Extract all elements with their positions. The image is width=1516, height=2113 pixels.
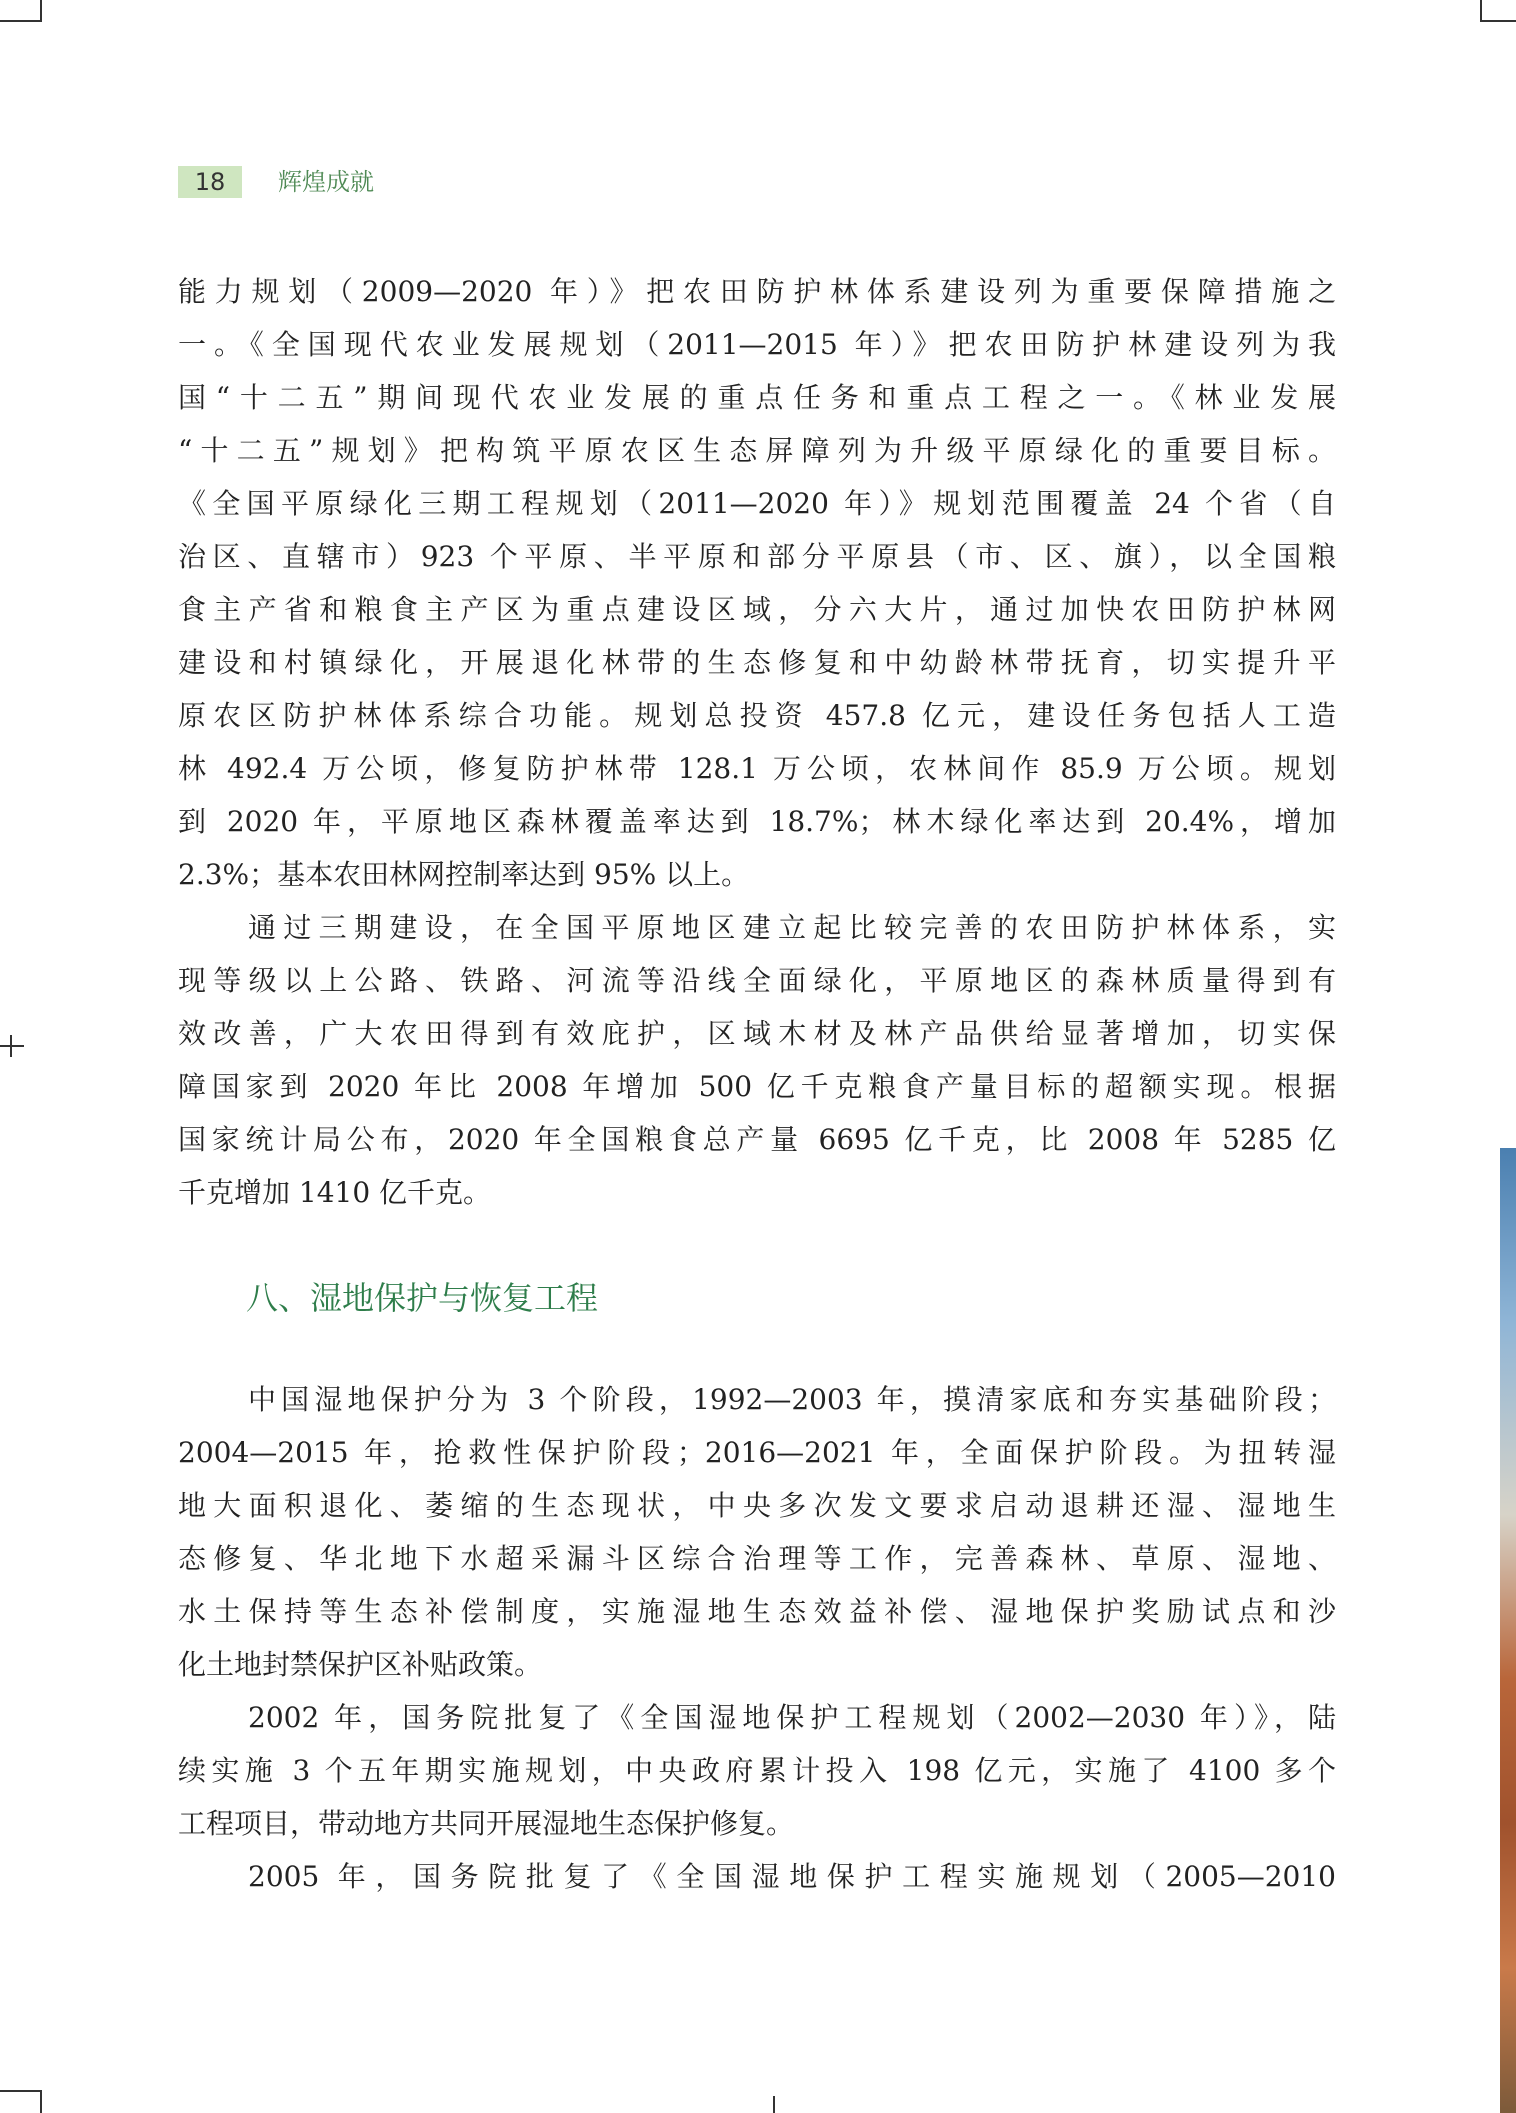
text-line: 2004—2015 年，抢救性保护阶段；2016—2021 年，全面保护阶段。为扭转湿: [178, 1436, 1336, 1469]
text-line: 现等级以上公路、铁路、河流等沿线全面绿化，平原地区的森林质量得到有: [178, 964, 1336, 997]
crop-mark-top-right-h: [1480, 20, 1516, 22]
text-line: 水土保持等生态补偿制度，实施湿地生态效益补偿、湿地保护奖励试点和沙: [178, 1595, 1336, 1628]
crop-mark-bottom-left-h: [0, 2090, 42, 2092]
text-line: 到 2020 年，平原地区森林覆盖率达到 18.7%；林木绿化率达到 20.4%，增加: [178, 805, 1336, 838]
text-line: 能力规划（2009—2020 年）》把农田防护林体系建设列为重要保障措施之: [178, 275, 1336, 308]
text-line: 2002 年，国务院批复了《全国湿地保护工程规划（2002—2030 年）》，陆: [248, 1701, 1336, 1734]
text-line: 一。《全国现代农业发展规划（2011—2015 年）》把农田防护林建设列为我: [178, 328, 1336, 361]
text-line: 2005 年，国务院批复了《全国湿地保护工程实施规划（2005—2010: [248, 1860, 1336, 1893]
text-line: 地大面积退化、萎缩的生态现状，中央多次发文要求启动退耕还湿、湿地生: [178, 1489, 1336, 1522]
text-line: 林 492.4 万公顷，修复防护林带 128.1 万公顷，农林间作 85.9 万公顷。规划: [178, 752, 1336, 785]
text-line: 千克增加 1410 亿千克。: [178, 1176, 492, 1209]
text-line: 工程项目，带动地方共同开展湿地生态保护修复。: [178, 1807, 795, 1840]
text-line: “十二五”规划》把构筑平原农区生态屏障列为升级平原绿化的重要目标。: [178, 434, 1336, 467]
text-line: 国家统计局公布，2020 年全国粮食总产量 6695 亿千克，比 2008 年 5285 亿: [178, 1123, 1336, 1156]
text-line: 原农区防护林体系综合功能。规划总投资 457.8 亿元，建设任务包括人工造: [178, 699, 1336, 732]
crop-mark-bottom-center-v: [773, 2096, 775, 2113]
text-line: 效改善，广大农田得到有效庇护，区域木材及林产品供给显著增加，切实保: [178, 1017, 1336, 1050]
section-heading: 八、湿地保护与恢复工程: [246, 1279, 599, 1317]
text-line: 障国家到 2020 年比 2008 年增加 500 亿千克粮食产量目标的超额实现。根据: [178, 1070, 1336, 1103]
text-line: 治区、直辖市）923 个平原、半平原和部分平原县（市、区、旗），以全国粮: [178, 540, 1336, 573]
crop-mark-top-left-v: [40, 0, 42, 22]
crop-mark-bottom-left-v: [40, 2090, 42, 2113]
text-line: 中国湿地保护分为 3 个阶段，1992—2003 年，摸清家底和夯实基础阶段；: [248, 1383, 1336, 1416]
text-line: 态修复、华北地下水超采漏斗区综合治理等工作，完善森林、草原、湿地、: [178, 1542, 1336, 1575]
text-line: 化土地封禁保护区补贴政策。: [178, 1648, 543, 1681]
page-number: 18: [178, 166, 242, 198]
body-text-block-1: [178, 265, 1336, 1219]
text-line: 通过三期建设，在全国平原地区建立起比较完善的农田防护林体系，实: [248, 911, 1336, 944]
running-title: 辉煌成就: [278, 168, 374, 196]
text-line: 食主产省和粮食主产区为重点建设区域，分六大片，通过加快农田防护林网: [178, 593, 1336, 626]
crop-mark-top-left-h: [0, 20, 42, 22]
crop-mark-mid-left-h: [0, 1045, 24, 1047]
text-line: 《全国平原绿化三期工程规划（2011—2020 年）》规划范围覆盖 24 个省（自: [178, 487, 1336, 520]
text-line: 续实施 3 个五年期实施规划，中央政府累计投入 198 亿元，实施了 4100 多个: [178, 1754, 1336, 1787]
text-line: 2.3%；基本农田林网控制率达到 95% 以上。: [178, 858, 750, 891]
crop-mark-mid-left-v: [10, 1035, 12, 1057]
text-line: 国“十二五”期间现代农业发展的重点任务和重点工程之一。《林业发展: [178, 381, 1336, 414]
text-line: 建设和村镇绿化，开展退化林带的生态修复和中幼龄林带抚育，切实提升平: [178, 646, 1336, 679]
crop-mark-top-right-v: [1480, 0, 1482, 22]
body-text-block-2: [178, 1373, 1336, 1903]
adjacent-page-photo-edge: [1500, 1148, 1516, 2113]
